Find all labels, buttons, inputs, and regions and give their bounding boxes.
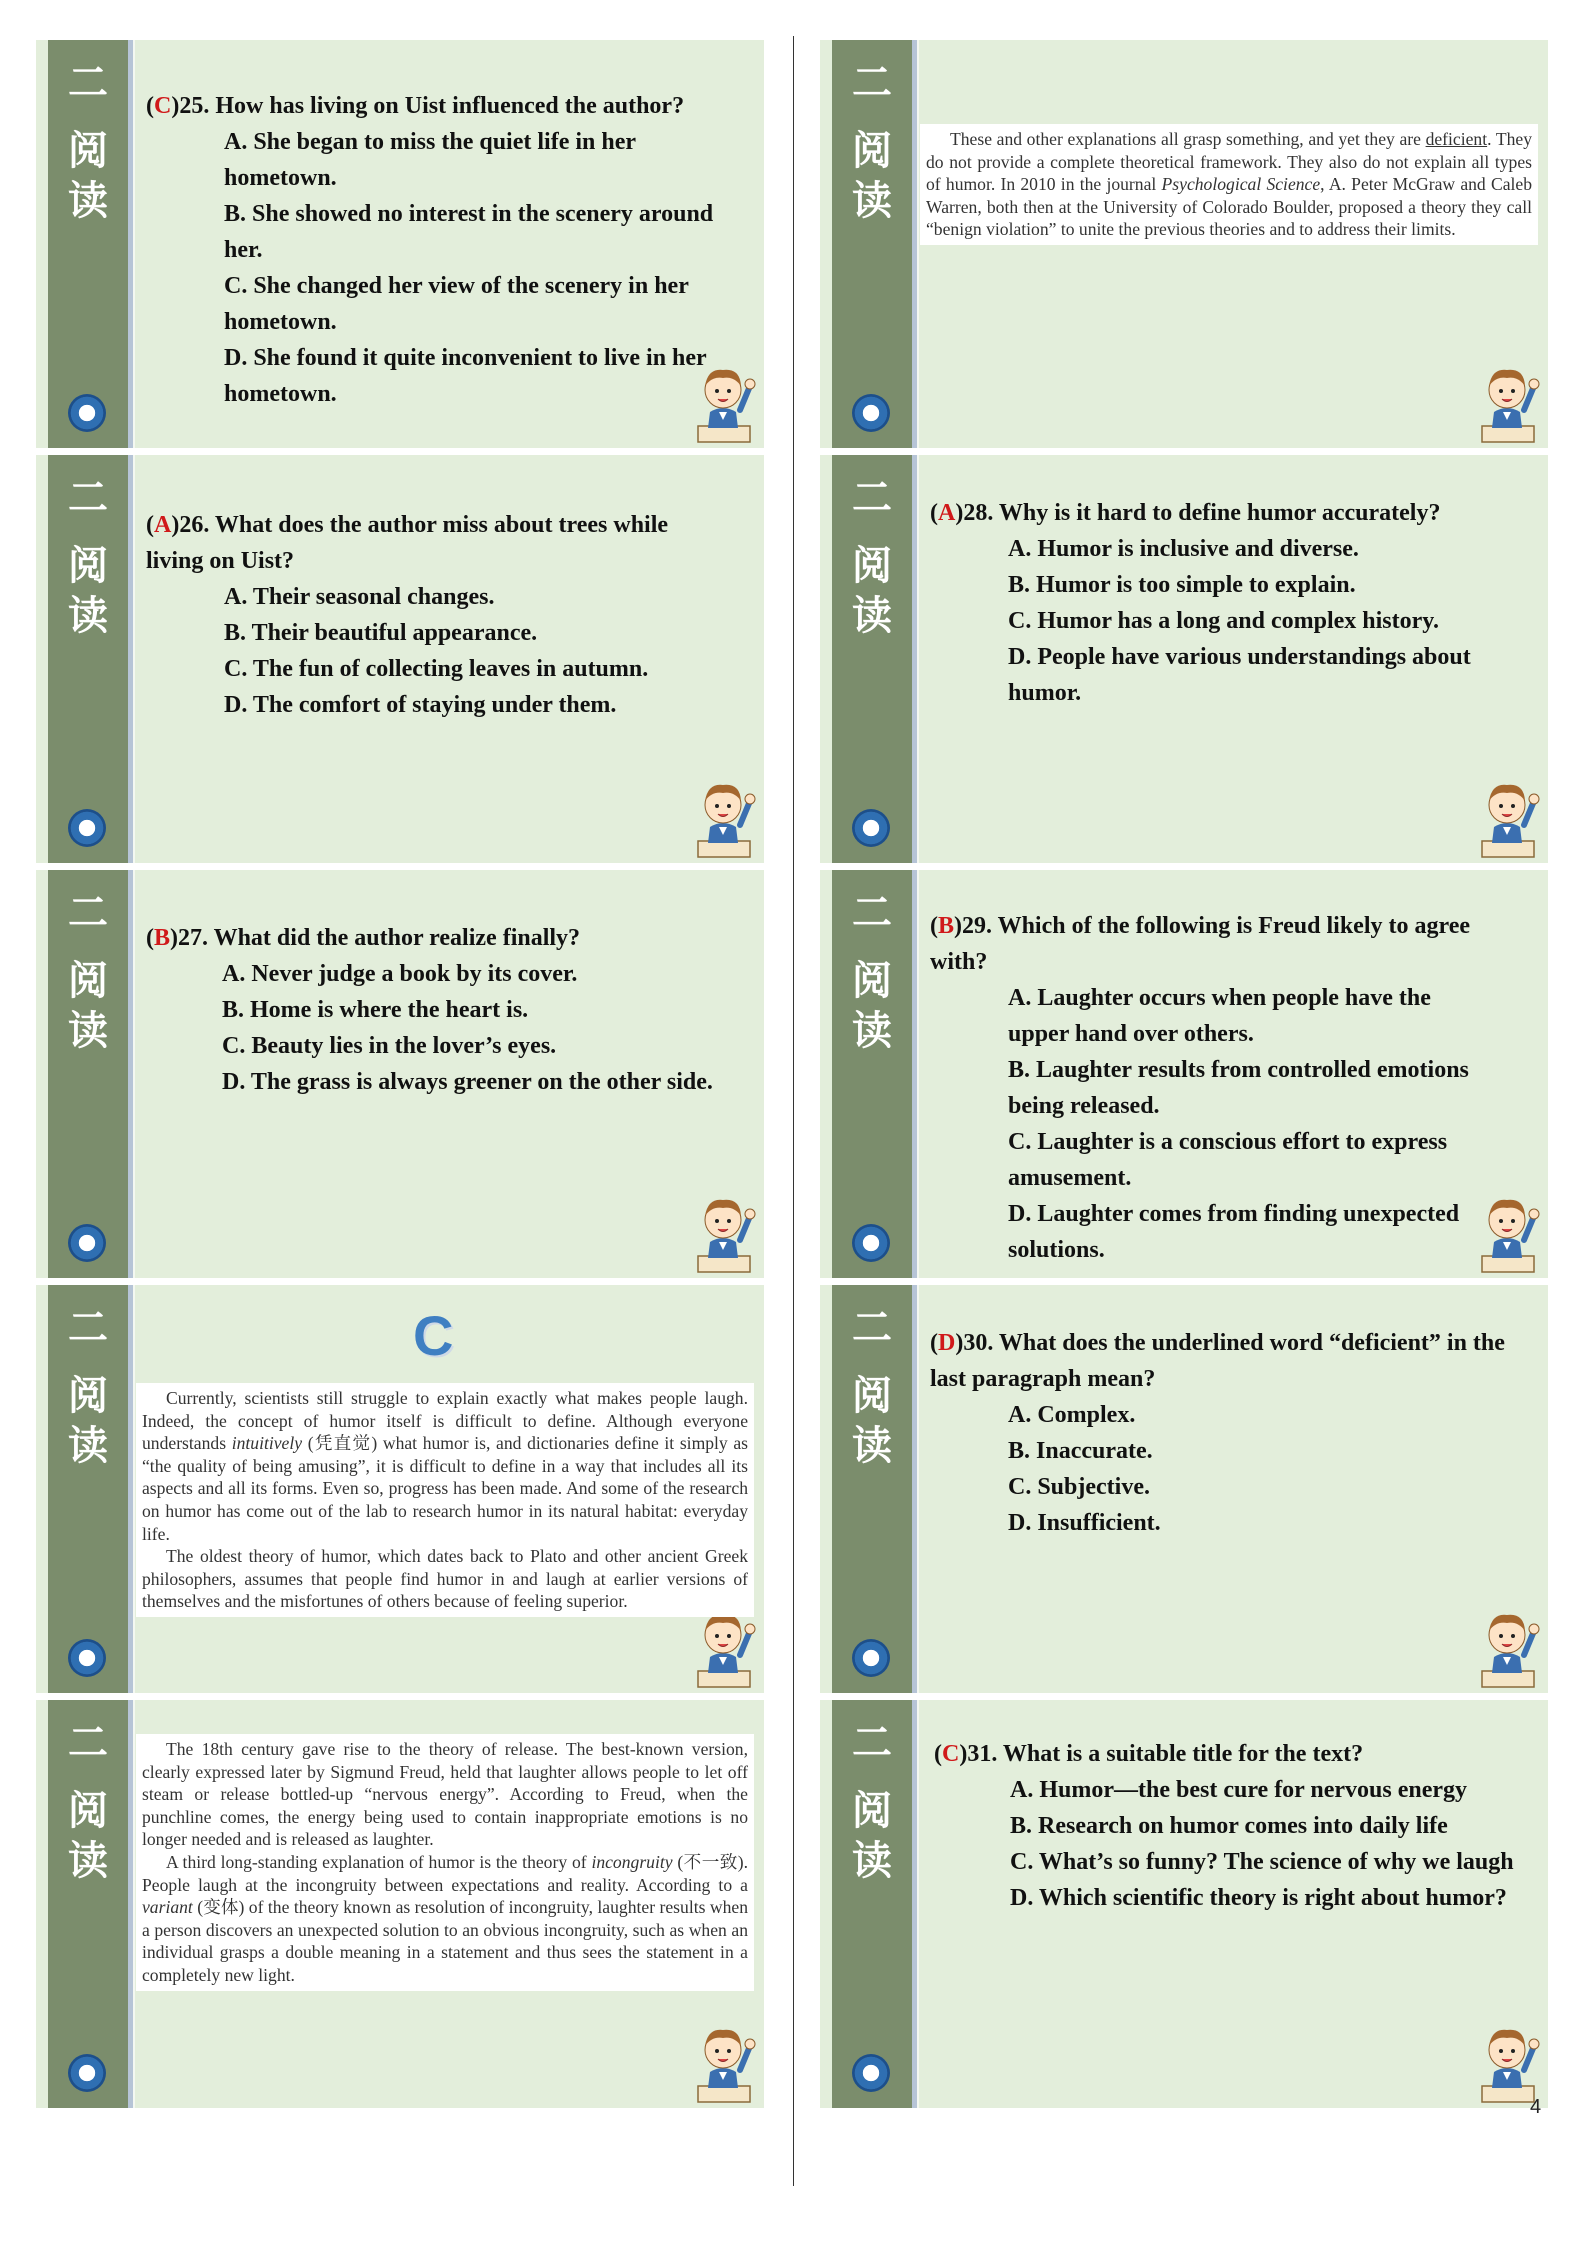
option-a: A. Their seasonal changes. [224, 584, 495, 610]
section-number: 二 [68, 1720, 108, 1766]
passage-paragraph: The oldest theory of humor, which dates back to Plato and other ancient Greek philosophers, assumes that people find humor in and laugh at earlier versions of themselves and the misfortunes of others because of feeling superior. [142, 1546, 748, 1612]
option-b: B. Humor is too simple to explain. [1008, 572, 1356, 598]
text: A third long-standing explanation of humor is the theory of [166, 1851, 587, 1872]
question-stem: 26. What does the author miss about trees while living on Uist? [146, 512, 669, 574]
option-a: A. She began to miss the quiet life in her hometown. [224, 129, 636, 191]
student-mascot-icon [688, 771, 758, 859]
gloss: (变体) [197, 1897, 245, 1918]
section-label-char-2: 读 [68, 1423, 108, 1469]
question-29 [930, 908, 1534, 1268]
section-number: 二 [852, 1720, 892, 1766]
paren-close: ) [171, 93, 180, 119]
school-logo-icon [852, 2054, 890, 2092]
section-number: 二 [852, 60, 892, 106]
paren-close: ) [955, 500, 964, 526]
text: . People laugh at the incongruity between expectations and reality. According to a [142, 1851, 748, 1895]
section-label [48, 473, 128, 641]
section-label [48, 58, 128, 226]
passage-paragraph [142, 1851, 748, 1987]
paren-open: ( [934, 1741, 942, 1767]
paren-open: ( [146, 925, 154, 951]
option-b: B. Home is where the heart is. [222, 997, 529, 1023]
slide-q28 [820, 455, 1548, 863]
text: These and other explanations all grasp something, and yet they are [950, 129, 1421, 149]
passage-d-text [136, 1734, 754, 1991]
option-c: C. Beauty lies in the lover’s eyes. [222, 1033, 557, 1059]
option-d: D. The grass is always greener on the other side. [222, 1069, 713, 1095]
option-c: C. Laughter is a conscious effort to express amusement. [1008, 1129, 1448, 1191]
band-stripe-highlight [917, 455, 919, 863]
school-logo-icon [68, 1224, 106, 1262]
italic-term: variant [142, 1897, 193, 1918]
passage-paragraph [142, 1387, 748, 1545]
italic-term: intuitively [231, 1433, 303, 1454]
paren-open: ( [930, 1330, 938, 1356]
section-label-char-1: 阅 [68, 958, 108, 1004]
question-stem: 25. How has living on Uist influenced the author? [179, 93, 685, 119]
passage-heading: C [413, 1304, 454, 1367]
text: , A. Peter McGraw and Caleb Warren, both then at the University of Colorado Boulder, proposed a theory they call “benign violation” to unite the previous theories and to address their limits. [926, 174, 1533, 240]
page-number: 4 [1530, 2096, 1542, 2118]
option-a: A. Laughter occurs when people have the upper hand over others. [1008, 985, 1431, 1047]
question-28 [930, 495, 1534, 711]
gloss: (凭直觉) [307, 1433, 378, 1454]
section-label [48, 1718, 128, 1886]
answer-mark: A [154, 512, 172, 538]
slide-q29 [820, 870, 1548, 1278]
section-label [832, 1718, 912, 1886]
section-label [48, 888, 128, 1056]
question-30 [930, 1325, 1534, 1541]
paren-close: ) [170, 925, 179, 951]
gloss: (不一致) [677, 1851, 744, 1872]
band-stripe-highlight [917, 1285, 919, 1693]
band-stripe-highlight [133, 1285, 135, 1693]
school-logo-icon [68, 2054, 106, 2092]
band-stripe-highlight [917, 1700, 919, 2108]
option-b: B. Their beautiful appearance. [224, 620, 538, 646]
italic-term: incongruity [591, 1851, 673, 1872]
section-label-char-1: 阅 [68, 543, 108, 589]
section-number: 二 [68, 890, 108, 936]
student-mascot-icon [688, 356, 758, 444]
text: . They do not provide a complete theoretical framework. They also do not explain all types of humor. In 2010 in the journal [926, 129, 1532, 195]
section-number: 二 [68, 1305, 108, 1351]
section-label-char-2: 读 [852, 593, 892, 639]
option-c: C. Subjective. [1008, 1474, 1150, 1500]
paren-open: ( [146, 93, 154, 119]
section-label-char-1: 阅 [852, 1373, 892, 1419]
paren-open: ( [930, 500, 938, 526]
answer-mark: B [938, 913, 955, 939]
option-d: D. Laughter comes from finding unexpected solutions. [1008, 1201, 1460, 1263]
text: what humor is, and dictionaries define it simply as “the quality of being amusing”, it is difficult to define in a way that includes all its aspects and all its forms. Even so, progress has been made. And some of the research on humor has come out of the lab to research humor in its natural habitat: everyday life. [142, 1433, 749, 1544]
option-d: D. Which scientific theory is right about humor? [1010, 1885, 1507, 1911]
question-26 [146, 507, 750, 723]
section-number: 二 [852, 1305, 892, 1351]
option-b: B. Laughter results from controlled emotions being released. [1008, 1057, 1469, 1119]
section-label-char-2: 读 [68, 1838, 108, 1884]
slide-q31 [820, 1700, 1548, 2108]
passage-c-text [136, 1383, 754, 1617]
student-mascot-icon [1472, 771, 1542, 859]
section-number: 二 [68, 60, 108, 106]
option-a: A. Complex. [1008, 1402, 1136, 1428]
section-label [48, 1303, 128, 1471]
school-logo-icon [68, 809, 106, 847]
student-mascot-icon [1472, 2016, 1542, 2104]
option-c: C. What’s so funny? The science of why we laugh [1010, 1849, 1514, 1875]
school-logo-icon [852, 394, 890, 432]
option-d: D. She found it quite inconvenient to live in her hometown. [224, 345, 707, 407]
section-label-char-1: 阅 [852, 1788, 892, 1834]
option-d: D. Insufficient. [1008, 1510, 1161, 1536]
option-b: B. She showed no interest in the scenery around her. [224, 201, 714, 263]
section-label-char-2: 读 [68, 1008, 108, 1054]
band-stripe-highlight [133, 870, 135, 1278]
student-mascot-icon [688, 2016, 758, 2104]
slide-q30 [820, 1285, 1548, 1693]
section-number: 二 [68, 475, 108, 521]
paren-open: ( [146, 512, 154, 538]
section-label-char-1: 阅 [68, 128, 108, 174]
passage-paragraph: The 18th century gave rise to the theory of release. The best-known version, clearly expressed later by Sigmund Freud, held that laughter allows people to let off steam or release bottled-up “nervous energy”. According to Freud, when the punchline comes, the energy being used to contain inappropriate emotions is no longer needed and is released as laughter. [142, 1739, 748, 1850]
school-logo-icon [68, 1639, 106, 1677]
school-logo-icon [852, 809, 890, 847]
band-stripe-highlight [133, 1700, 135, 2108]
section-label-char-2: 读 [852, 1838, 892, 1884]
section-label [832, 473, 912, 641]
section-label-char-2: 读 [852, 178, 892, 224]
section-label-char-2: 读 [68, 593, 108, 639]
question-stem: 27. What did the author realize finally? [178, 925, 581, 951]
option-a: A. Humor is inclusive and diverse. [1008, 536, 1359, 562]
question-25 [146, 88, 750, 412]
option-c: C. She changed her view of the scenery in her hometown. [224, 273, 689, 335]
question-stem: 29. Which of the following is Freud likely to agree with? [930, 913, 1471, 975]
passage-paragraph [926, 128, 1532, 241]
student-mascot-icon [688, 1186, 758, 1274]
school-logo-icon [852, 1639, 890, 1677]
question-31 [934, 1736, 1534, 1916]
slide-passage-e [820, 40, 1548, 448]
school-logo-icon [852, 1224, 890, 1262]
paren-close: ) [955, 1330, 964, 1356]
section-label-char-1: 阅 [68, 1788, 108, 1834]
option-a: A. Humor—the best cure for nervous energy [1010, 1777, 1468, 1803]
section-label [832, 888, 912, 1056]
option-c: C. Humor has a long and complex history. [1008, 608, 1439, 634]
student-mascot-icon [1472, 1601, 1542, 1689]
section-label [832, 58, 912, 226]
option-d: D. People have various understandings about humor. [1008, 644, 1471, 706]
band-stripe-highlight [917, 40, 919, 448]
section-label-char-1: 阅 [852, 128, 892, 174]
section-label-char-1: 阅 [852, 543, 892, 589]
student-mascot-icon [1472, 1186, 1542, 1274]
band-stripe-highlight [133, 455, 135, 863]
section-label-char-2: 读 [852, 1423, 892, 1469]
section-number: 二 [852, 475, 892, 521]
underlined-word: deficient [1425, 129, 1488, 149]
question-stem: 30. What does the underlined word “deficient” in the last paragraph mean? [930, 1330, 1505, 1392]
center-divider [793, 36, 794, 2186]
text: Currently, scientists still struggle to explain exactly what makes people laugh. Indeed, the concept of humor itself is difficult to define. Although everyone understands [142, 1388, 748, 1454]
paren-close: ) [959, 1741, 968, 1767]
answer-mark: A [938, 500, 956, 526]
section-number: 二 [852, 890, 892, 936]
slide-passage-c [36, 1285, 764, 1693]
journal-title: Psychological Science [1161, 174, 1321, 195]
slide-passage-d [36, 1700, 764, 2108]
school-logo-icon [68, 394, 106, 432]
answer-mark: B [154, 925, 171, 951]
band-stripe-highlight [133, 40, 135, 448]
option-b: B. Inaccurate. [1008, 1438, 1153, 1464]
slide-q27 [36, 870, 764, 1278]
paren-close: ) [171, 512, 180, 538]
paren-open: ( [930, 913, 938, 939]
student-mascot-icon [1472, 356, 1542, 444]
slide-q26 [36, 455, 764, 863]
section-label-char-1: 阅 [68, 1373, 108, 1419]
question-27 [146, 920, 750, 1100]
question-stem: 28. Why is it hard to define humor accurately? [963, 500, 1441, 526]
slide-q25 [36, 40, 764, 448]
section-label-char-2: 读 [852, 1008, 892, 1054]
answer-mark: C [154, 93, 172, 119]
passage-e-text [920, 124, 1538, 245]
section-label-char-1: 阅 [852, 958, 892, 1004]
text: of the theory known as resolution of incongruity, laughter results when a person discovers an unexpected solution to an obvious incongruity, such as when an individual grasps a double meaning in a statement and thus sees the statement in a completely new light. [142, 1897, 748, 1985]
answer-mark: D [938, 1330, 956, 1356]
paren-close: ) [954, 913, 963, 939]
band-stripe-highlight [917, 870, 919, 1278]
option-a: A. Never judge a book by its cover. [222, 961, 578, 987]
section-label [832, 1303, 912, 1471]
option-b: B. Research on humor comes into daily life [1010, 1813, 1448, 1839]
option-d: D. The comfort of staying under them. [224, 692, 617, 718]
question-stem: 31. What is a suitable title for the text? [967, 1741, 1364, 1767]
section-label-char-2: 读 [68, 178, 108, 224]
option-c: C. The fun of collecting leaves in autumn. [224, 656, 649, 682]
answer-mark: C [942, 1741, 960, 1767]
